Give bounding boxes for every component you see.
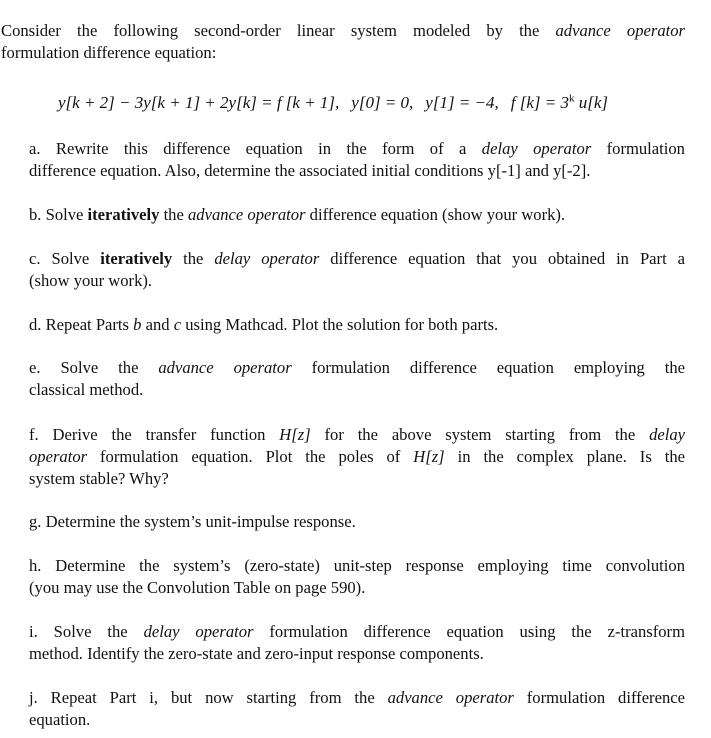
- part-e-text: e. Solve the: [29, 358, 159, 377]
- part-e-line-1: [29, 357, 685, 379]
- part-c-text-end: difference equation that you obtained in Part a: [319, 249, 686, 268]
- part-c: [29, 248, 685, 292]
- part-g: [29, 511, 685, 533]
- part-a-text-end: formulation: [591, 139, 685, 158]
- part-f-line-1: [29, 424, 685, 446]
- part-f-line-2-text: formulation equation. Plot the poles of: [87, 447, 414, 466]
- part-a-line-2: difference equation. Also, determine the associated initial conditions y[-1] and y[-2].: [29, 161, 591, 180]
- part-a-line-1: [29, 138, 685, 160]
- part-j-line-1: [29, 687, 685, 709]
- part-d-part-c-ref: c: [173, 315, 182, 334]
- part-i-text-end: formulation difference equation using the z-transform: [253, 622, 685, 641]
- part-b-advance-operator: advance operator: [188, 205, 306, 224]
- intro-line-2: formulation difference equation:: [1, 43, 217, 62]
- part-c-delay-operator: delay operator: [214, 249, 320, 268]
- input-signal-step: u[k]: [578, 93, 609, 112]
- intro-line-1: [1, 20, 685, 42]
- difference-equation: [58, 92, 658, 114]
- part-c-mid: the: [172, 249, 215, 268]
- part-j-text: j. Repeat Part i, but now starting from the: [29, 688, 388, 707]
- part-a: [29, 138, 685, 182]
- part-f-transfer-function-2: H[z]: [413, 447, 445, 466]
- part-d-mid: and: [141, 315, 174, 334]
- part-b-iteratively: iteratively: [87, 205, 160, 224]
- part-i-line-1: [29, 621, 685, 643]
- part-i-line-2: method. Identify the zero-state and zero-input response components.: [29, 644, 484, 663]
- part-j-line-2: equation.: [29, 710, 91, 729]
- part-d-text-end: using Mathcad. Plot the solution for both parts.: [181, 315, 499, 334]
- part-i-delay-operator: delay operator: [143, 622, 254, 641]
- part-i: [29, 621, 685, 665]
- equation-main: y[k + 2] − 3y[k + 1] + 2y[k] = f [k + 1],: [58, 93, 340, 112]
- part-h-line-2: (you may use the Convolution Table on page 590).: [29, 578, 366, 597]
- part-e-advance-operator: advance operator: [158, 358, 292, 377]
- part-f-mid: for the above system starting from the: [310, 425, 650, 444]
- part-e-text-end: formulation difference equation employing the: [291, 358, 685, 377]
- part-f-line-2-end: in the complex plane. Is the: [444, 447, 686, 466]
- part-j-advance-operator: advance operator: [387, 688, 514, 707]
- intro-line-1-text: Consider the following second-order linear system modeled by the: [1, 21, 556, 40]
- part-g-text: g. Determine the system’s unit-impulse response.: [29, 512, 356, 531]
- part-j-text-end: formulation difference: [513, 688, 685, 707]
- input-signal-exponent: k: [569, 92, 575, 105]
- part-b-text: b. Solve: [29, 205, 88, 224]
- part-b-text-end: difference equation (show your work).: [305, 205, 566, 224]
- initial-condition-y0: y[0] = 0,: [351, 93, 414, 112]
- part-f: [29, 424, 685, 490]
- part-h: [29, 555, 685, 599]
- part-j: [29, 687, 685, 731]
- part-i-text: i. Solve the: [29, 622, 144, 641]
- part-e: [29, 357, 685, 401]
- intro-advance-operator: advance operator: [555, 21, 685, 40]
- part-f-text: f. Derive the transfer function: [29, 425, 280, 444]
- initial-condition-y1: y[1] = −4,: [425, 93, 499, 112]
- part-f-line-2: [29, 446, 685, 468]
- part-b: [29, 204, 685, 226]
- part-c-iteratively: iteratively: [100, 249, 173, 268]
- part-e-line-2: classical method.: [29, 380, 144, 399]
- input-signal-base: f [k] = 3: [510, 93, 570, 112]
- part-f-operator: operator: [29, 447, 88, 466]
- part-f-line-3: system stable? Why?: [29, 469, 169, 488]
- part-h-line-1: h. Determine the system’s (zero-state) unit-step response employing time convolution: [29, 556, 685, 575]
- problem-intro: [1, 20, 685, 64]
- part-d: [29, 314, 685, 336]
- part-a-delay-operator: delay operator: [481, 139, 592, 158]
- part-f-transfer-function: H[z]: [279, 425, 311, 444]
- part-b-mid: the: [159, 205, 188, 224]
- part-d-text: d. Repeat Parts: [29, 315, 134, 334]
- part-f-delay: delay: [649, 425, 685, 444]
- part-d-part-b-ref: b: [133, 315, 142, 334]
- part-c-line-1: [29, 248, 685, 270]
- part-a-text: a. Rewrite this difference equation in the form of a: [29, 139, 482, 158]
- part-c-text: c. Solve: [29, 249, 101, 268]
- part-c-line-2: (show your work).: [29, 271, 153, 290]
